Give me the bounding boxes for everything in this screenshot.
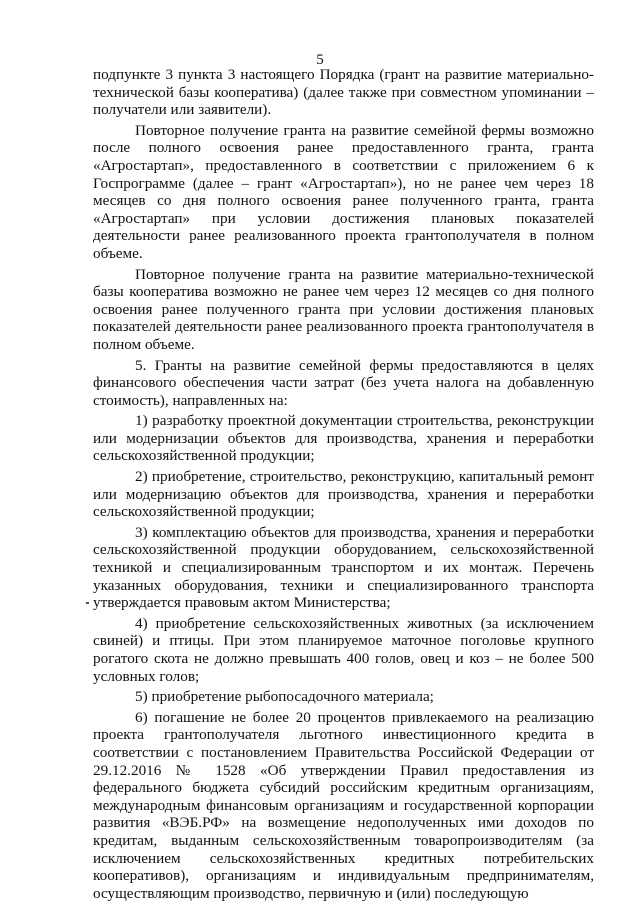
margin-mark <box>86 602 89 604</box>
list-item-6: 6) погашение не более 20 процентов привлекаемого на реализацию проекта грантополучателя льготного инвестиционного кредита в соответствии с постановлением Правительства Российской Федерации от 29.12.2016 № 1528 «Об утверждении Правил предоставления из федерального бюджета субсидий российским кредитным организациям, международным финансовым организациям и государственной корпорации развития «ВЭБ.РФ» на возмещение недополученных ими доходов по кредитам, выданным сельскохозяйственным товаропроизводителям (за исключением сельскохозяйственных кредитных потребительских кооперативов), организациям и индивидуальным предпринимателям, осуществляющим производство, первичную и (или) последующую <box>93 708 594 902</box>
paragraph-cooperative-repeat: Повторное получение гранта на развитие материально-технической базы кооператива возможно не ранее чем через 12 месяцев со дня полного освоения ранее полученного гранта при условии достижения плановых показателей деятельности ранее реализованного проекта грантополучателя в полном объеме. <box>93 265 594 353</box>
paragraph-continuation: подпункте 3 пункта 3 настоящего Порядка (грант на развитие материально-технической базы кооператива) (далее также при совместном упоминании – получатели или заявители). <box>93 66 594 119</box>
document-body <box>93 66 594 902</box>
list-item-4: 4) приобретение сельскохозяйственных животных (за исключением свиней) и птицы. При этом планируемое маточное поголовье крупного рогатого скота не должно превышать 400 голов, овец и коз – не более 500 условных голов; <box>93 614 594 685</box>
paragraph-family-farm-repeat: Повторное получение гранта на развитие семейной фермы возможно после полного освоения ранее предоставленного гранта, гранта «Агростартап», предоставленного в соответствии с приложением 6 к Госпрограмме (далее – грант «Агростартап»), но не ранее чем через 18 месяцев со дня полного освоения ранее полученного гранта, гранта «Агростартап» при условии достижения плановых показателей деятельности ранее реализованного проекта грантополучателя в полном объеме. <box>93 121 594 262</box>
list-item-2: 2) приобретение, строительство, реконструкцию, капитальный ремонт или модернизацию объектов для производства, хранения и переработки сельскохозяйственной продукции; <box>93 468 594 521</box>
page-number: 5 <box>316 52 324 68</box>
paragraph-item-5: 5. Гранты на развитие семейной фермы предоставляются в целях финансового обеспечения части затрат (без учета налога на добавленную стоимость), направленных на: <box>93 356 594 409</box>
list-item-5: 5) приобретение рыбопосадочного материала; <box>135 688 434 706</box>
list-item-3: 3) комплектацию объектов для производства, хранения и переработки сельскохозяйственной продукции оборудованием, сельскохозяйственной техникой и специализированным транспортом и их монтаж. Перечень указанных оборудования, техники и специализированного транспорта утверждается правовым актом Министерства; <box>93 523 594 612</box>
list-item-1: 1) разработку проектной документации строительства, реконструкции или модернизации объектов для производства, хранения и переработки сельскохозяйственной продукции; <box>93 412 594 465</box>
